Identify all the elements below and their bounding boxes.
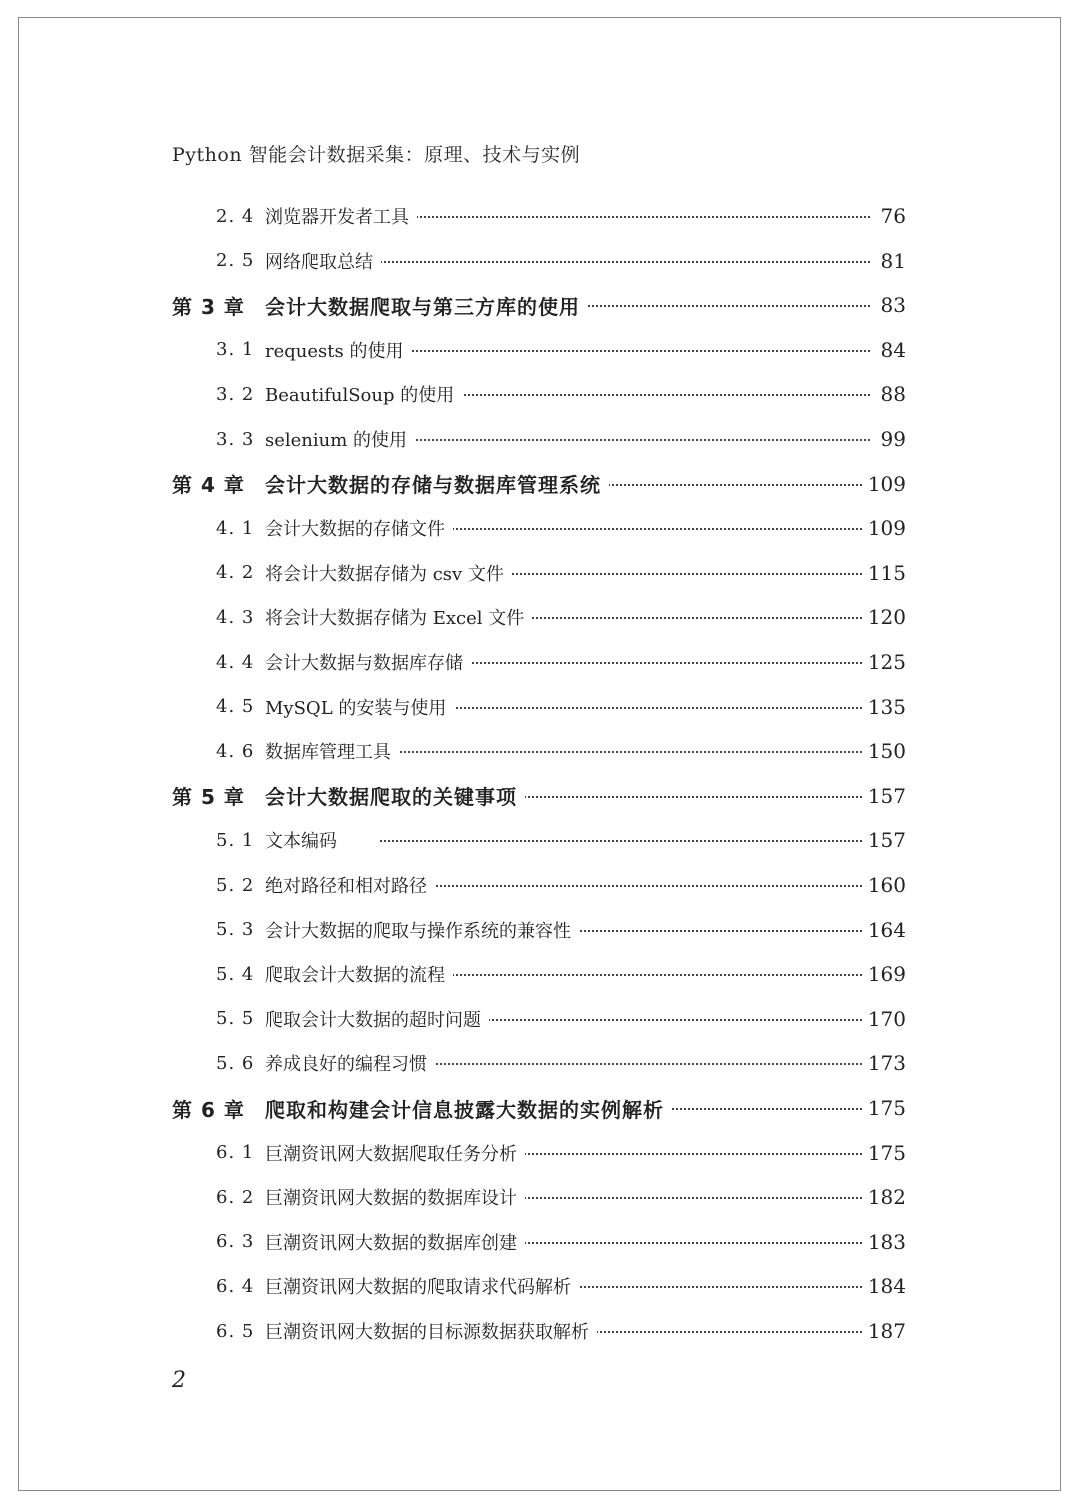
entry-title: 数据库管理工具 — [265, 738, 399, 764]
entry-page-number: 182 — [862, 1185, 906, 1209]
entry-page-number: 187 — [862, 1319, 906, 1343]
toc-chapter-entry — [0, 781, 1080, 811]
entry-title: 会计大数据的存储文件 — [265, 515, 453, 541]
entry-title: MySQL 的安装与使用 — [265, 694, 454, 720]
toc-section-entry — [0, 424, 1080, 454]
toc-section-entry — [0, 201, 1080, 231]
page-number: 2 — [172, 1368, 186, 1393]
toc-chapter-entry — [0, 290, 1080, 320]
entry-page-number: 150 — [862, 739, 906, 763]
entry-number: 2. 5 — [216, 250, 255, 272]
entry-page-number: 170 — [862, 1007, 906, 1031]
entry-title: 网络爬取总结 — [265, 248, 381, 274]
entry-number: 6. 2 — [216, 1186, 255, 1208]
entry-number: 5. 2 — [216, 874, 255, 896]
entry-page-number: 164 — [862, 918, 906, 942]
entry-number: 5. 3 — [216, 919, 255, 941]
entry-number: 6. 5 — [216, 1320, 255, 1342]
entry-number: 4. 6 — [216, 740, 255, 762]
entry-number: 6. 1 — [216, 1142, 255, 1164]
entry-title: 巨潮资讯网大数据的数据库设计 — [265, 1184, 525, 1210]
entry-page-number: 175 — [862, 1096, 906, 1120]
entry-number: 3. 1 — [216, 339, 255, 361]
entry-number: 第 3 章 — [172, 294, 245, 319]
entry-title: 会计大数据爬取与第三方库的使用 — [265, 291, 588, 320]
toc-section-entry — [0, 1048, 1080, 1078]
entry-number: 6. 3 — [216, 1231, 255, 1253]
entry-title: 巨潮资讯网大数据的目标源数据获取解析 — [265, 1318, 597, 1344]
entry-title: 爬取会计大数据的超时问题 — [265, 1006, 489, 1032]
dot-leader — [380, 439, 870, 441]
entry-title: 文本编码 — [265, 827, 345, 853]
entry-page-number: 173 — [862, 1051, 906, 1075]
entry-page-number: 125 — [862, 650, 906, 674]
entry-page-number: 120 — [862, 605, 906, 629]
entry-number: 3. 3 — [216, 428, 255, 450]
entry-title: 会计大数据爬取的关键事项 — [265, 781, 525, 810]
entry-number: 5. 1 — [216, 829, 255, 851]
toc-section-entry — [0, 1004, 1080, 1034]
entry-page-number: 135 — [862, 695, 906, 719]
toc-section-entry — [0, 870, 1080, 900]
entry-page-number: 83 — [875, 293, 906, 317]
entry-title: 巨潮资讯网大数据爬取任务分析 — [265, 1140, 525, 1166]
toc-section-entry — [0, 1271, 1080, 1301]
entry-number: 第 5 章 — [172, 785, 245, 810]
dot-leader — [380, 350, 870, 352]
entry-title: 绝对路径和相对路径 — [265, 872, 435, 898]
entry-number: 4. 2 — [216, 562, 255, 584]
toc-section-entry — [0, 1316, 1080, 1346]
toc-section-entry — [0, 602, 1080, 632]
entry-number: 4. 5 — [216, 696, 255, 718]
dot-leader — [380, 216, 870, 218]
entry-title: 养成良好的编程习惯 — [265, 1050, 435, 1076]
toc-section-entry — [0, 513, 1080, 543]
entry-number: 6. 4 — [216, 1275, 255, 1297]
entry-number: 5. 6 — [216, 1052, 255, 1074]
entry-page-number: 109 — [862, 472, 906, 496]
entry-number: 4. 3 — [216, 606, 255, 628]
entry-page-number: 115 — [862, 561, 906, 585]
toc-section-entry — [0, 959, 1080, 989]
entry-page-number: 157 — [862, 784, 906, 808]
toc-section-entry — [0, 1138, 1080, 1168]
toc-section-entry — [0, 647, 1080, 677]
entry-page-number: 99 — [875, 427, 906, 451]
entry-number: 第 4 章 — [172, 473, 245, 498]
toc-section-entry — [0, 335, 1080, 365]
dot-leader — [380, 885, 870, 887]
entry-page-number: 169 — [862, 962, 906, 986]
entry-title: 将会计大数据存储为 Excel 文件 — [265, 604, 532, 630]
dot-leader — [380, 528, 870, 530]
toc-section-entry — [0, 915, 1080, 945]
entry-title: requests 的使用 — [265, 337, 411, 363]
entry-number: 5. 4 — [216, 963, 255, 985]
entry-title: 爬取和构建会计信息披露大数据的实例解析 — [265, 1094, 672, 1123]
entry-page-number: 84 — [875, 338, 906, 362]
dot-leader — [380, 974, 870, 976]
entry-page-number: 183 — [862, 1230, 906, 1254]
toc-section-entry — [0, 558, 1080, 588]
entry-title: BeautifulSoup 的使用 — [265, 381, 462, 407]
entry-title: selenium 的使用 — [265, 426, 415, 452]
dot-leader — [380, 751, 870, 753]
entry-title: 会计大数据的爬取与操作系统的兼容性 — [265, 917, 579, 943]
entry-title: 会计大数据与数据库存储 — [265, 649, 471, 675]
toc-section-entry — [0, 736, 1080, 766]
toc-section-entry — [0, 246, 1080, 276]
entry-title: 巨潮资讯网大数据的爬取请求代码解析 — [265, 1273, 579, 1299]
toc-section-entry — [0, 379, 1080, 409]
entry-title: 爬取会计大数据的流程 — [265, 961, 453, 987]
entry-number: 4. 1 — [216, 517, 255, 539]
entry-page-number: 184 — [862, 1274, 906, 1298]
entry-number: 5. 5 — [216, 1008, 255, 1030]
dot-leader — [380, 840, 870, 842]
entry-title: 巨潮资讯网大数据的数据库创建 — [265, 1229, 525, 1255]
running-head: Python 智能会计数据采集：原理、技术与实例 — [172, 144, 581, 166]
entry-page-number: 160 — [862, 873, 906, 897]
entry-page-number: 76 — [875, 204, 906, 228]
entry-number: 第 6 章 — [172, 1097, 245, 1122]
toc-section-entry — [0, 1227, 1080, 1257]
entry-number: 3. 2 — [216, 383, 255, 405]
toc-chapter-entry — [0, 1093, 1080, 1123]
entry-page-number: 81 — [875, 249, 906, 273]
entry-page-number: 109 — [862, 516, 906, 540]
entry-title: 浏览器开发者工具 — [265, 203, 417, 229]
entry-number: 2. 4 — [216, 205, 255, 227]
entry-page-number: 157 — [862, 828, 906, 852]
toc-chapter-entry — [0, 469, 1080, 499]
toc-section-entry — [0, 825, 1080, 855]
toc-section-entry — [0, 692, 1080, 722]
entry-page-number: 88 — [875, 382, 906, 406]
entry-page-number: 175 — [862, 1141, 906, 1165]
dot-leader — [380, 261, 870, 263]
entry-title: 会计大数据的存储与数据库管理系统 — [265, 469, 609, 498]
entry-number: 4. 4 — [216, 651, 255, 673]
toc-section-entry — [0, 1182, 1080, 1212]
entry-title: 将会计大数据存储为 csv 文件 — [265, 560, 512, 586]
dot-leader — [380, 1063, 870, 1065]
